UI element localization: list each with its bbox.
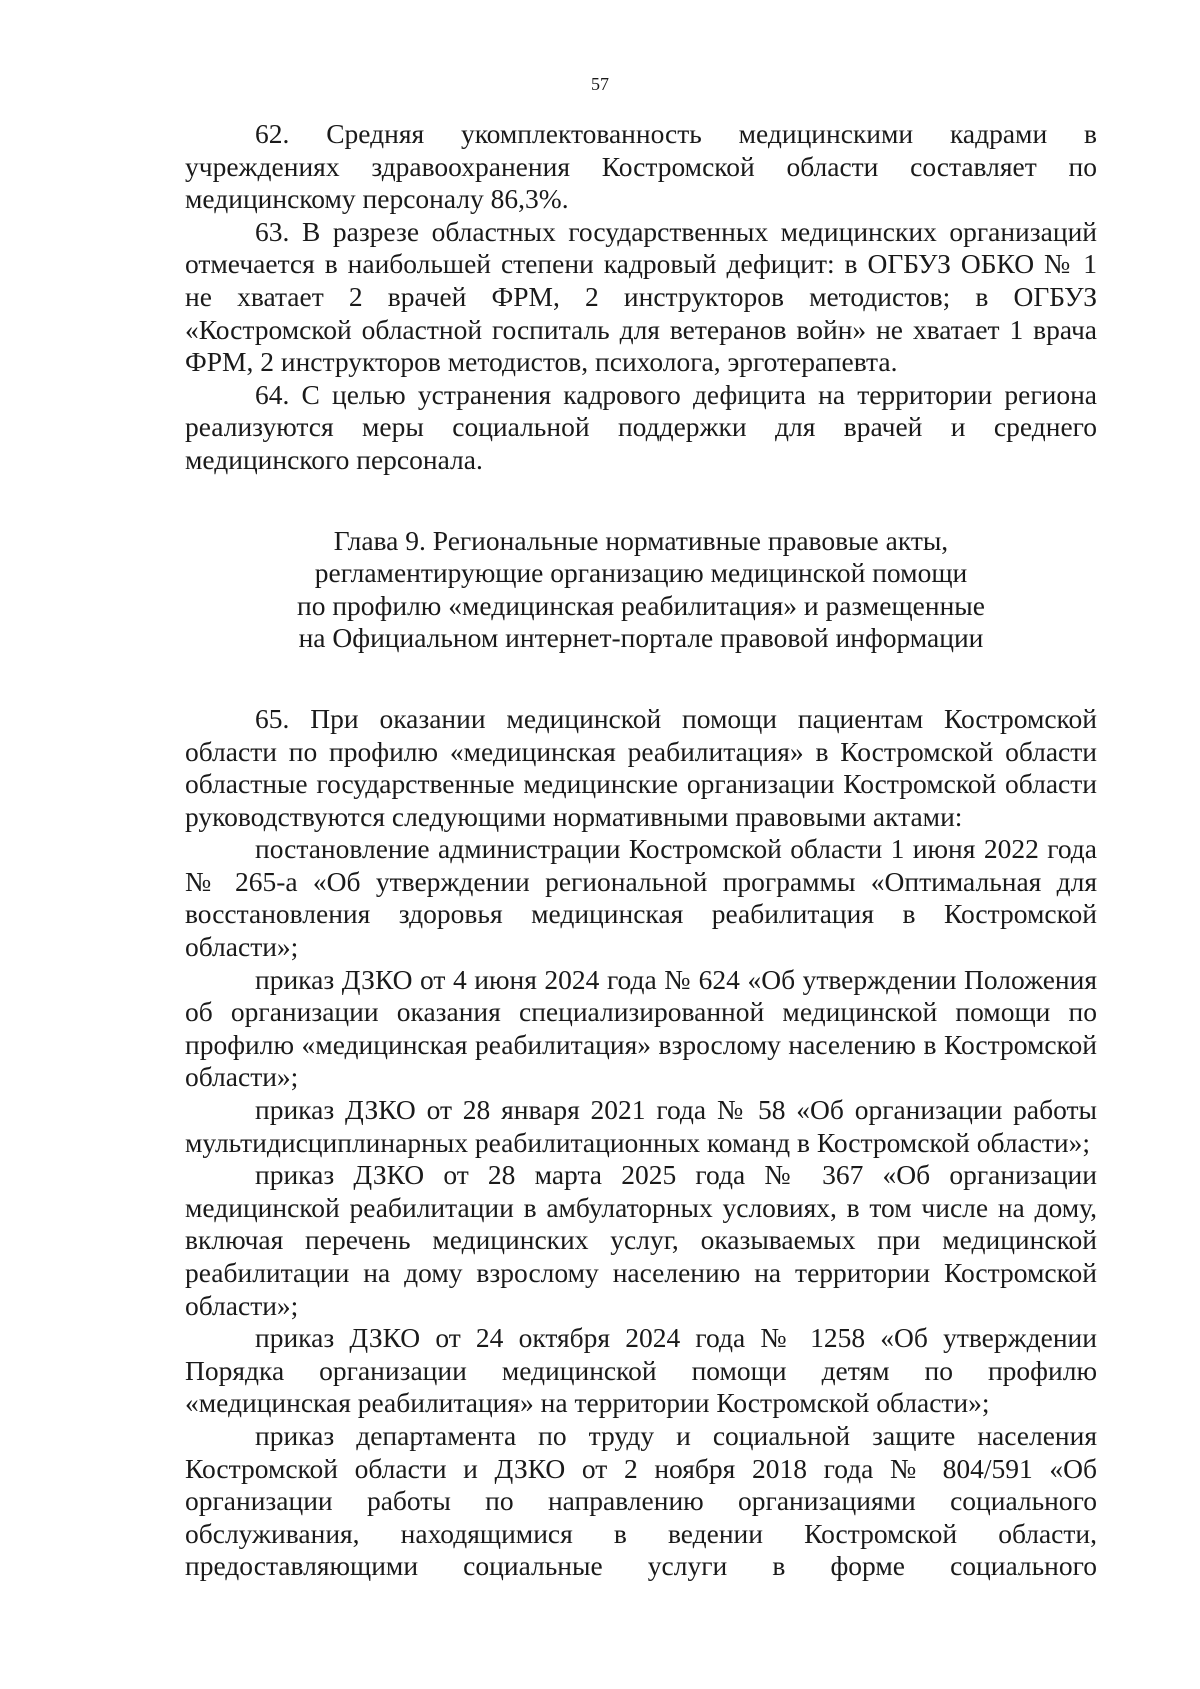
chapter-heading-line: на Официальном интернет-портале правовой информации: [298, 622, 984, 654]
legal-act-item: постановление администрации Костромской области 1 июня 2022 года № 265-а «Об утверждении региональной программы «Оптимальная для восстановления здоровья медицинская реабилитация в Костромской области»;: [185, 833, 1097, 963]
chapter-heading: [185, 525, 1097, 655]
legal-act-item: приказ ДЗКО от 24 октября 2024 года № 1258 «Об утверждении Порядка организации медицинской помощи детям по профилю «медицинская реабилитация» на территории Костромской области»;: [185, 1322, 1097, 1419]
legal-act-item: приказ ДЗКО от 4 июня 2024 года № 624 «Об утверждении Положения об организации оказания специализированной медицинской помощи по профилю «медицинская реабилитация» взрослому населению в Костромской области»;: [185, 963, 1097, 1093]
legal-act-item: приказ ДЗКО от 28 марта 2025 года № 367 «Об организации медицинской реабилитации в амбулаторных условиях, в том числе на дому, включая перечень медицинских услуг, оказываемых при медицинской реабилитации на дому взрослому населению на территории Костромской области»;: [185, 1159, 1097, 1321]
paragraph-64: 64. С целью устранения кадрового дефицита на территории региона реализуются меры социальной поддержки для врачей и среднего медицинского персонала.: [185, 378, 1097, 475]
document-body: [185, 118, 1097, 1583]
paragraph-65: 65. При оказании медицинской помощи пациентам Костромской области по профилю «медицинская реабилитация» в Костромской области областные государственные медицинские организации Костромской области руководствуются следующими нормативными правовыми актами:: [185, 702, 1097, 832]
legal-act-item: приказ ДЗКО от 28 января 2021 года № 58 «Об организации работы мультидисциплинарных реабилитационных команд в Костромской области»;: [185, 1094, 1097, 1158]
chapter-heading-line: по профилю «медицинская реабилитация» и размещенные: [296, 589, 985, 621]
legal-act-item: приказ департамента по труду и социальной защите населения Костромской области и ДЗКО от 2 ноября 2018 года № 804/591 «Об организации работы по направлению организациями социального обслуживания, находящимися в ведении Костромской области, предоставляющими социальные услуги в форме социального: [185, 1419, 1097, 1582]
paragraph-63: 63. В разрезе областных государственных медицинских организаций отмечается в наибольшей степени кадровый дефицит: в ОГБУЗ ОБКО № 1 не хватает 2 врачей ФРМ, 2 инструкторов методистов; в ОГБУЗ «Костромской областной госпиталь для ветеранов войн» не хватает 1 врача ФРМ, 2 инструкторов методистов, психолога, эрготерапевта.: [185, 215, 1097, 378]
page-number: 57: [591, 74, 609, 94]
chapter-heading-line: Глава 9. Региональные нормативные правовые акты,: [333, 524, 949, 556]
paragraph-62: 62. Средняя укомплектованность медицинскими кадрами в учреждениях здравоохранения Костромской области составляет по медицинскому персоналу 86,3%.: [185, 118, 1097, 215]
chapter-heading-line: регламентирующие организацию медицинской помощи: [314, 557, 968, 589]
